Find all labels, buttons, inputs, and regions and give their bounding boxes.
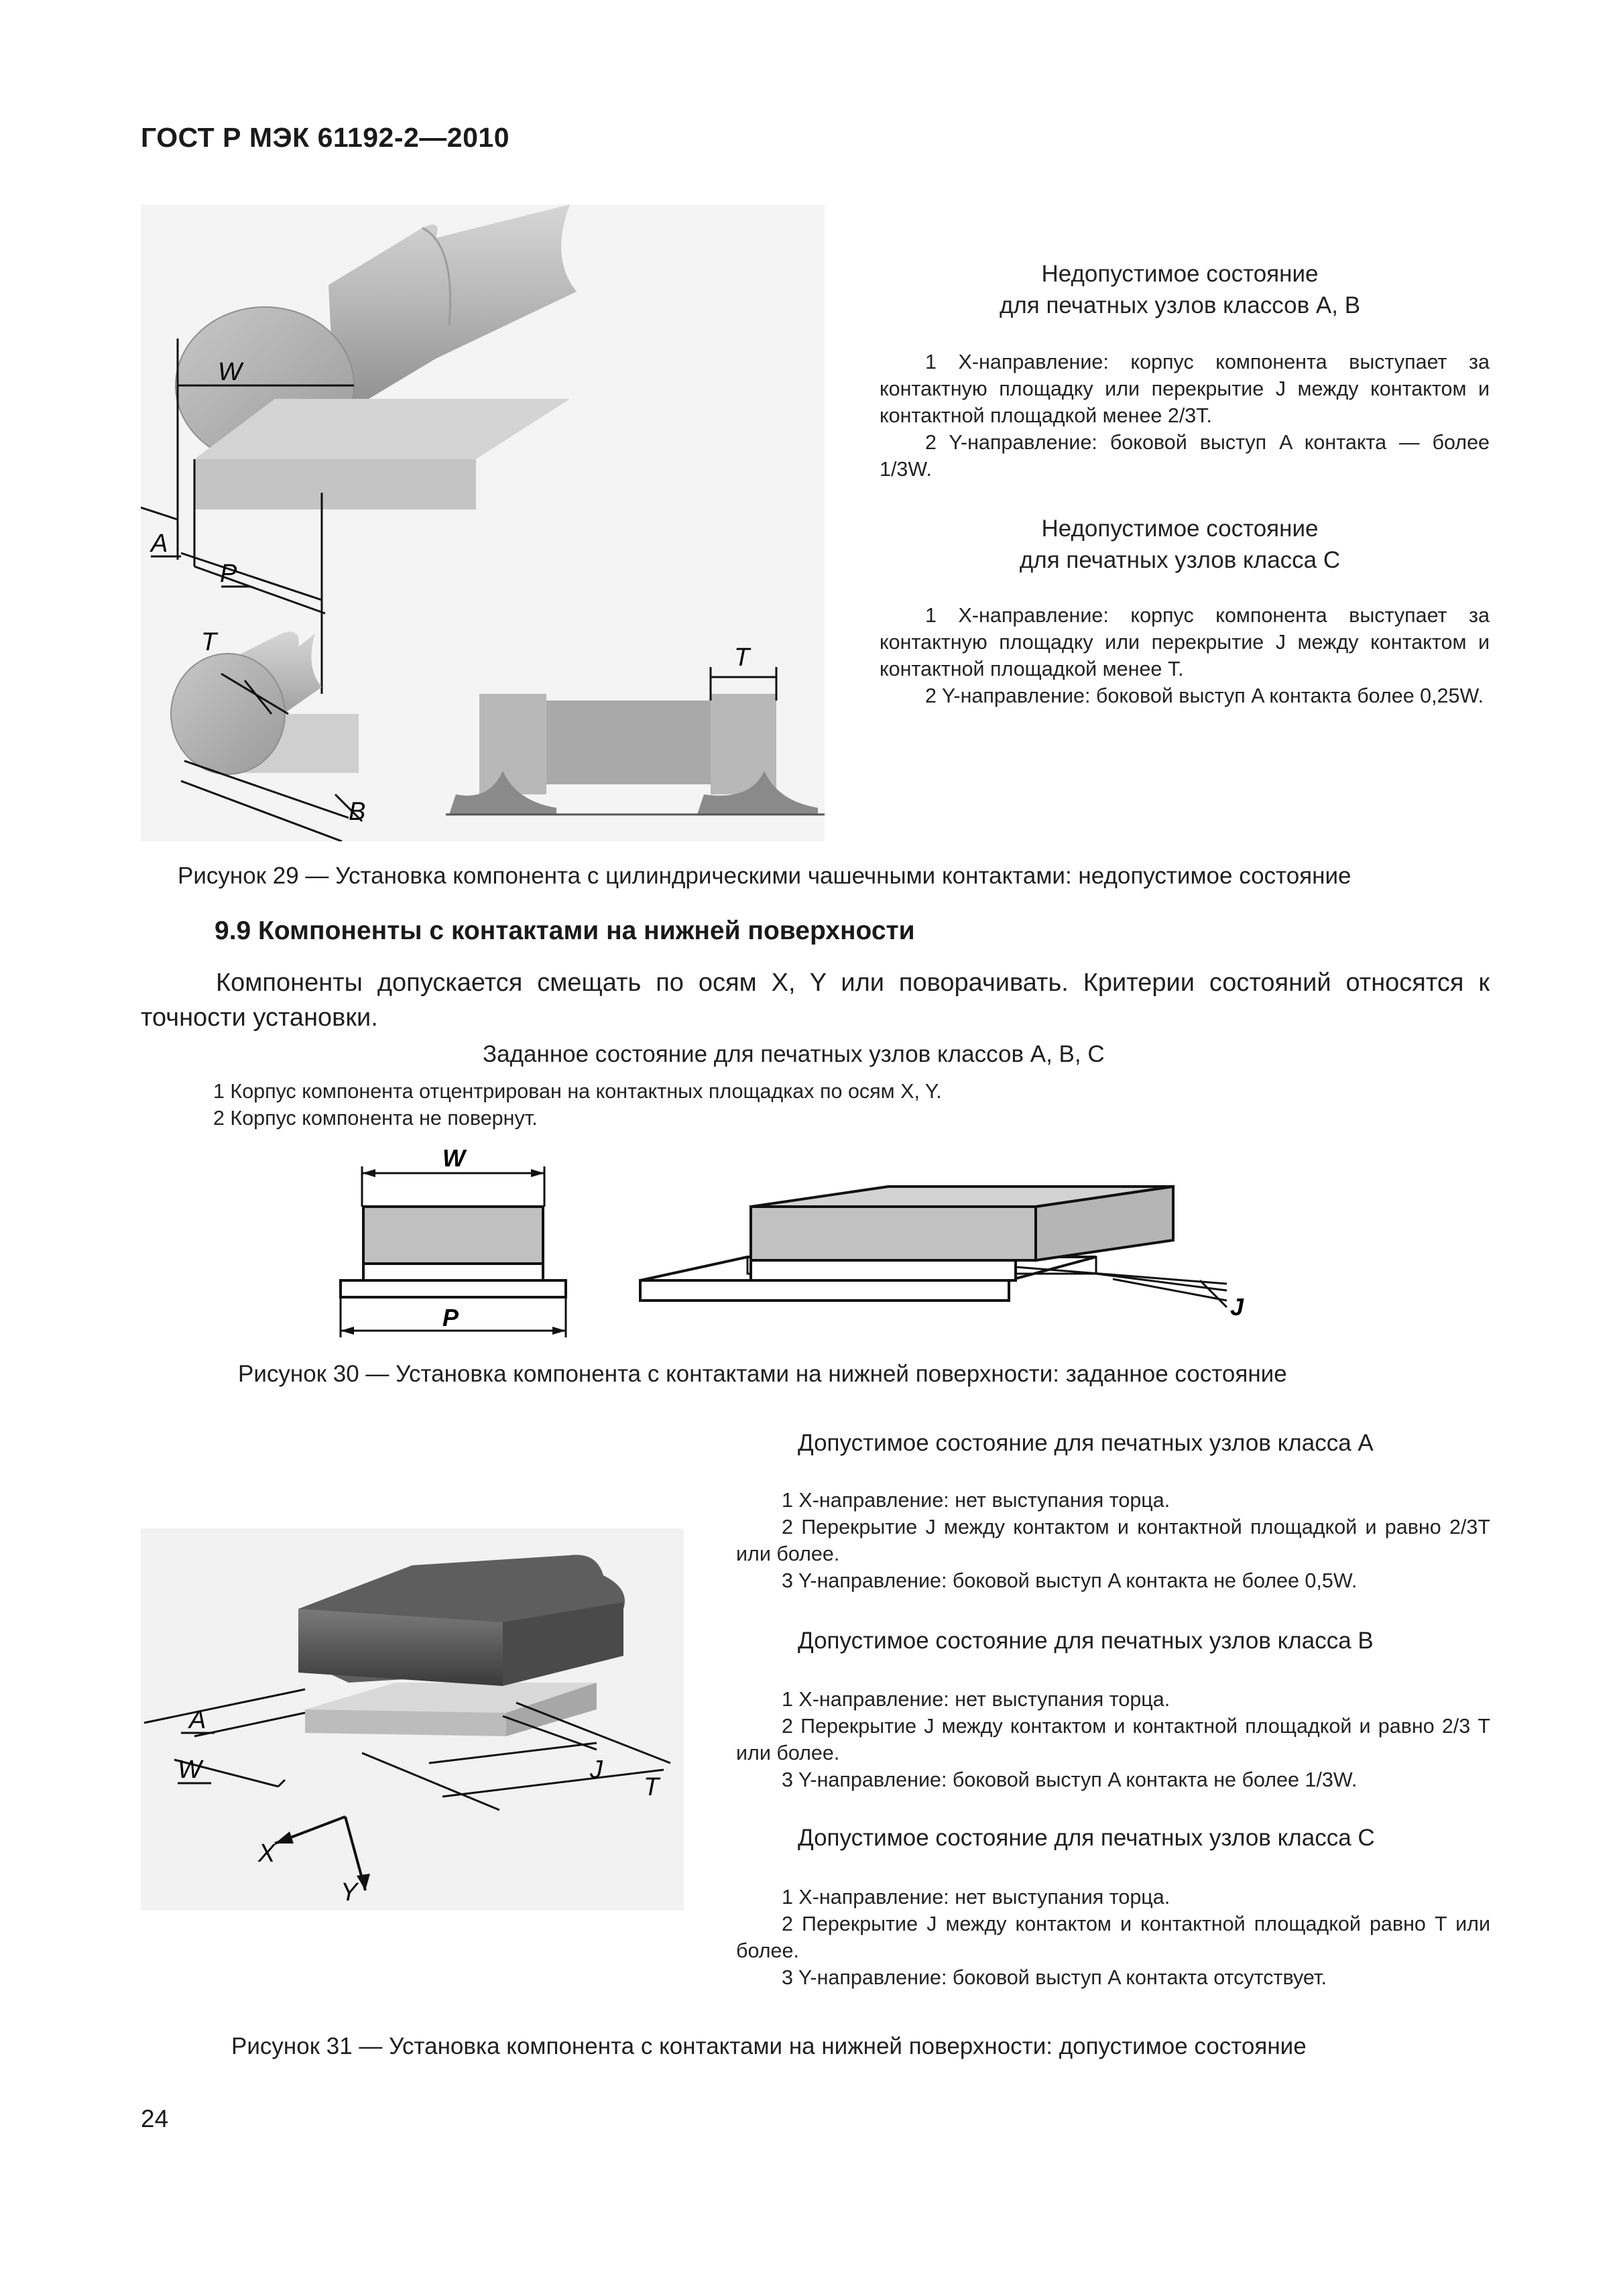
page-number: 24: [141, 2105, 169, 2132]
fig29-block2-item2: 2 Y-направление: боковой выступ A контакта более 0,25W.: [925, 684, 1484, 707]
label-a: A: [151, 530, 168, 558]
fig29-block1-title: Недопустимое состояние для печатных узлов классов А, В: [999, 261, 1361, 318]
label-t-left: T: [201, 628, 217, 656]
figure-29-illustration: [141, 204, 825, 841]
figure-30-caption: Рисунок 30 — Установка компонента с контактами на нижней поверхности: заданное состояние: [238, 1361, 1287, 1387]
fig29-block2-item1: 1 Х-направление: корпус компонента выступает за контактную площадку или перекрытие J между контактом и контактной площадкой менее T.: [880, 604, 1490, 680]
label-w: W: [218, 358, 242, 386]
fig30-label-w: W: [442, 1144, 465, 1172]
fig30-label-j: J: [1230, 1293, 1244, 1321]
fig31-classB-title: Допустимое состояние для печатных узлов класса В: [798, 1628, 1374, 1654]
target-item-2: 2 Корпус компонента не повернут.: [213, 1107, 538, 1130]
fig31-classC-items: 1 Х-направление: нет выступания торца. 2 Перекрытие J между контактом и контактной площадкой равно T или более. 3 Y-направление: боковой выступ A контакта отсутствует.: [736, 1886, 1490, 1989]
fig31-label-j: J: [590, 1756, 603, 1784]
fig31-classA-title: Допустимое состояние для печатных узлов класса А: [798, 1430, 1374, 1456]
label-t-right: T: [734, 644, 750, 672]
fig29-block1-items: [880, 349, 1490, 483]
fig31-label-a: A: [189, 1706, 206, 1734]
fig29-block1-item2: 2 Y-направление: боковой выступ A контакта — более 1/3W.: [880, 431, 1490, 481]
document-header: ГОСТ Р МЭК 61192-2—2010: [141, 122, 510, 153]
figure-29-caption: Рисунок 29 — Установка компонента с цилиндрическими чашечными контактами: недопустимое состояние: [178, 863, 1351, 889]
fig29-block1-item1: 1 Х-направление: корпус компонента выступает за контактную площадку или перекрытие J между контактом и контактной площадкой менее 2/3T.: [880, 351, 1490, 427]
fig31-classA-items: 1 Х-направление: нет выступания торца. 2 Перекрытие J между контактом и контактной площадкой и равно 2/3T или более. 3 Y-направление: боковой выступ A контакта не более 0,5W.: [736, 1489, 1490, 1592]
target-state-title: Заданное состояние для печатных узлов классов А, В, С: [483, 1041, 1105, 1067]
label-p: P: [220, 560, 237, 588]
fig29-block2-title: Недопустимое состояние для печатных узлов класса С: [1019, 516, 1341, 573]
figure-31-caption: Рисунок 31 — Установка компонента с контактами на нижней поверхности: допустимое состояние: [231, 2033, 1307, 2059]
fig31-classB-items: 1 Х-направление: нет выступания торца. 2 Перекрытие J между контактом и контактной площадкой и равно 2/3 T или более. 3 Y-направление: боковой выступ A контакта не более 1/3W.: [736, 1688, 1490, 1791]
label-b: B: [349, 798, 366, 826]
section-paragraph: Компоненты допускается смещать по осям X, Y или поворачивать. Критерии состояний относятся к точности установки.: [141, 969, 1490, 1032]
fig29-block2-items: [880, 602, 1490, 709]
target-item-1: 1 Корпус компонента отцентрирован на контактных площадках по осям X, Y.: [213, 1080, 942, 1103]
fig31-label-y: Y: [341, 1878, 358, 1907]
fig31-label-x: X: [258, 1839, 276, 1868]
fig31-classC-title: Допустимое состояние для печатных узлов класса С: [798, 1825, 1375, 1851]
section-heading: 9.9 Компоненты с контактами на нижней поверхности: [215, 916, 915, 945]
figure-31-illustration: [141, 1528, 684, 1911]
fig31-label-t: T: [644, 1773, 660, 1801]
fig30-label-p: P: [442, 1304, 459, 1331]
figure-30-illustration: [335, 1140, 1287, 1341]
fig31-label-w: W: [178, 1756, 202, 1784]
